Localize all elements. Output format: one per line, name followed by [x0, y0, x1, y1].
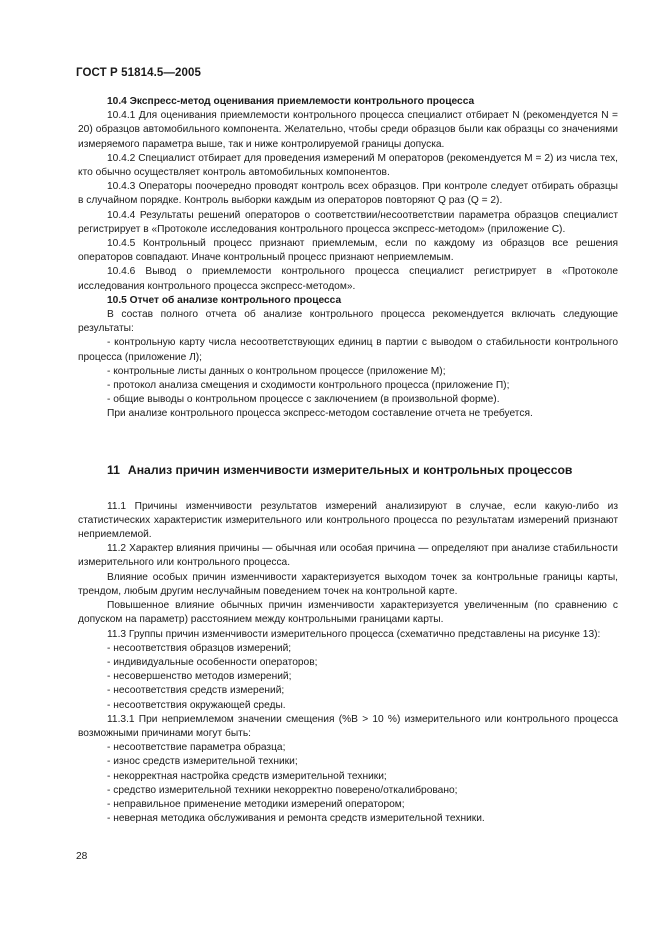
subsection-title-10-5: 10.5 Отчет об анализе контрольного процесса	[107, 294, 342, 306]
paragraph-10-5-intro: В состав полного отчета об анализе контрольного процесса рекомендуется включать следующие результаты:	[78, 309, 618, 335]
list-item: - контрольные листы данных о контрольном процессе (приложение М);	[107, 365, 446, 377]
paragraph-11-1: 11.1 Причины изменчивости результатов измерений анализируют в случае, если какую-либо из статистических характеристик измерительного или контрольного процесса по результатам измерений признают неприемлемой.	[78, 500, 618, 541]
paragraph-11-2: 11.2 Характер влияния причины — обычная или особая причина — определяют при анализе стабильности измерительного или контрольного процесса.	[78, 543, 618, 569]
paragraph-10-4-5: 10.4.5 Контрольный процесс признают приемлемым, если по каждому из образцов все решения операторов совпадают. Иначе контрольный процесс признают неприемлемым.	[78, 238, 618, 264]
list-item: - износ средств измерительной техники;	[107, 756, 298, 768]
document-header: ГОСТ Р 51814.5—2005	[76, 67, 201, 79]
page-number: 28	[76, 851, 88, 862]
paragraph-11-3: 11.3 Группы причин изменчивости измерительного процесса (схематично представлены на рисунке 13):	[107, 628, 601, 640]
list-item: - неверная методика обслуживания и ремонта средств измерительной техники.	[107, 813, 485, 825]
list-item: - несоответствие параметра образца;	[107, 742, 286, 754]
list-item: - несоответствия окружающей среды.	[107, 699, 286, 711]
paragraph-10-5-outro: При анализе контрольного процесса экспресс-методом составление отчета не требуется.	[107, 408, 533, 420]
paragraph-11-2-special: Влияние особых причин изменчивости характеризуется выходом точек за контрольные границы карты, трендом, любым другим неслучайным поведением точек на контрольной карте.	[78, 571, 618, 597]
list-item: - индивидуальные особенности операторов;	[107, 656, 318, 668]
subsection-title-10-4: 10.4 Экспресс-метод оценивания приемлемости контрольного процесса	[107, 96, 475, 107]
paragraph-10-4-2: 10.4.2 Специалист отбирает для проведения измерений M операторов (рекомендуется M = 2) из числа тех, кто обычно осуществляет контроль автомобильных компонентов.	[78, 152, 618, 179]
list-item: - общие выводы о контрольном процессе с заключением (в произвольной форме).	[107, 394, 500, 406]
list-item: - протокол анализа смещения и сходимости контрольного процесса (приложение П);	[107, 380, 510, 392]
list-item: - несоответствия образцов измерений;	[107, 642, 292, 654]
paragraph-10-4-6: 10.4.6 Вывод о приемлемости контрольного процесса специалист регистрирует в «Протоколе исследования контрольного процесса экспресс-методом».	[78, 266, 618, 292]
list-item: - средство измерительной техники некорректно поверено/откалибровано;	[107, 784, 458, 796]
paragraph-11-3-1: 11.3.1 При неприемлемом значении смещения (%B > 10 %) измерительного или контрольного процесса возможными причинами могут быть:	[78, 713, 618, 739]
paragraph-11-2-common: Повышенное влияние обычных причин изменчивости характеризуется увеличенным (по сравнению с допуском на параметр) расстоянием между контрольными границами карты.	[78, 600, 618, 626]
paragraph-10-4-1: 10.4.1 Для оценивания приемлемости контрольного процесса специалист отбирает N (рекомендуется N = 20) образцов автомобильного компонента. Желательно, чтобы среди образцов были как образцы со значениями измеряемого параметра выше, так и ниже контролируемой границы допуска.	[78, 110, 618, 150]
section-number: 11	[107, 462, 120, 477]
paragraph-10-4-3: 10.4.3 Операторы поочередно проводят контроль всех образцов. При контроле следует отбирать образцы в случайном порядке. Контроль выборки каждым из операторов повторяют Q раз (Q = 2).	[78, 181, 618, 207]
section-title-11	[78, 462, 618, 478]
list-item: - несовершенство методов измерений;	[107, 671, 292, 683]
section-title-text: Анализ причин изменчивости измерительных и контрольных процессов	[127, 462, 573, 477]
list-item: - контрольную карту числа несоответствующих единиц в партии с выводом о стабильности контрольного процесса (приложение Л);	[78, 337, 618, 363]
list-item: - несоответствия средств измерений;	[107, 685, 285, 697]
list-item: - неправильное применение методики измерений оператором;	[107, 798, 405, 810]
document-body	[78, 95, 618, 826]
list-item: - некорректная настройка средств измерительной техники;	[107, 770, 387, 782]
paragraph-10-4-4: 10.4.4 Результаты решений операторов о соответствии/несоответствии параметра образцов специалист регистрирует в «Протоколе исследования контрольного процесса экспресс-методом» (приложение С).	[78, 209, 618, 235]
